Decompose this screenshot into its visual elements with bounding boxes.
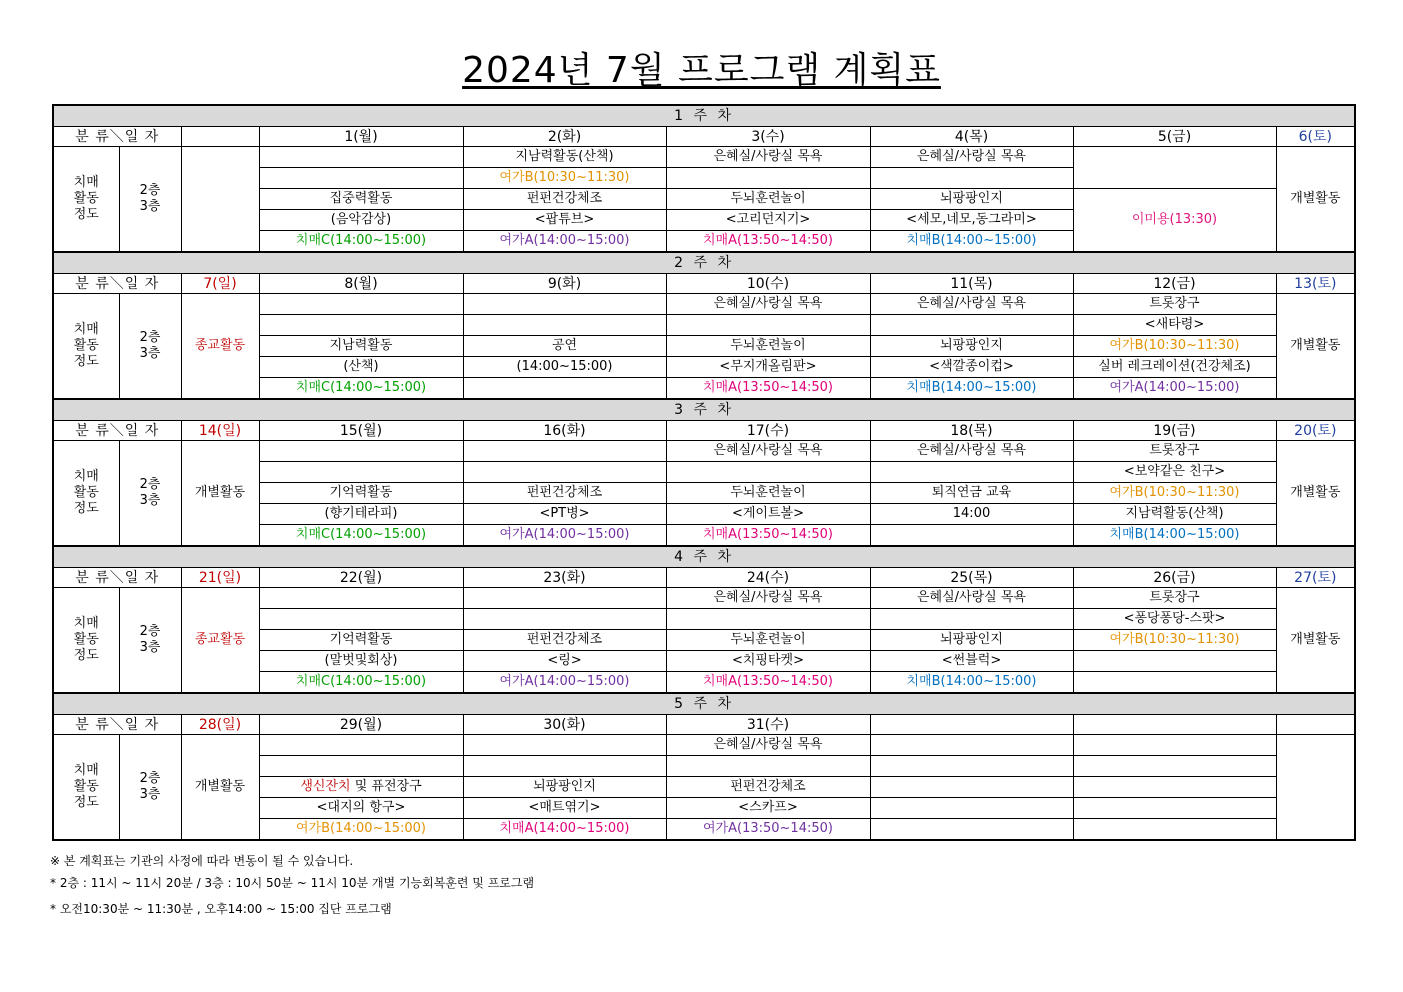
cell [259, 588, 463, 609]
cell: (14:00~15:00) [463, 357, 666, 378]
cell [870, 756, 1073, 777]
cell: 집중력활동 [259, 189, 463, 210]
cell [1073, 672, 1276, 694]
saturday-date: 6(토) [1276, 127, 1355, 147]
sunday-date: 14(일) [181, 421, 259, 441]
cell: <썬블럭> [870, 651, 1073, 672]
schedule-row [53, 294, 1355, 315]
cell: 은혜실/사랑실 목욕 [870, 441, 1073, 462]
date-cell: 2(화) [463, 127, 666, 147]
category-label: 치매 활동 정도 [53, 147, 119, 253]
cell: (말벗및회상) [259, 651, 463, 672]
footnotes [50, 850, 534, 920]
cell: 지남력활동 [259, 336, 463, 357]
cell [259, 462, 463, 483]
cell: 실버 레크레이션(건강체조) [1073, 357, 1276, 378]
week-3-header-row [53, 399, 1355, 421]
cell: <링> [463, 651, 666, 672]
cell: <PT병> [463, 504, 666, 525]
cell: 펀펀건강체조 [463, 189, 666, 210]
cell: <고리던지기> [666, 210, 870, 231]
sunday-activity: 종교활동 [181, 294, 259, 400]
cell: 기억력활동 [259, 483, 463, 504]
cell: 여가B(10:30~11:30) [463, 168, 666, 189]
cell [870, 168, 1073, 189]
cell: <팝튜브> [463, 210, 666, 231]
cell: <대지의 항구> [259, 798, 463, 819]
cell: (향기테라피) [259, 504, 463, 525]
cell: 두뇌훈련놀이 [666, 336, 870, 357]
note-3: * 오전10:30분 ~ 11:30분 , 오후14:00 ~ 15:00 집단 프로그램 [50, 902, 392, 916]
cell [259, 294, 463, 315]
cell: <매트엮기> [463, 798, 666, 819]
cell [1073, 819, 1276, 841]
cell: 은혜실/사랑실 목욕 [666, 441, 870, 462]
saturday-activity: 개별활동 [1276, 294, 1355, 400]
cell [259, 756, 463, 777]
cell: 치매A(14:00~15:00) [463, 819, 666, 841]
cell: <세모,네모,동그라미> [870, 210, 1073, 231]
cell: 트롯장구 [1073, 588, 1276, 609]
cell [870, 525, 1073, 547]
date-cell: 11(목) [870, 274, 1073, 294]
saturday-date: 20(토) [1276, 421, 1355, 441]
cell: 치매C(14:00~15:00) [259, 525, 463, 547]
week-5-header-row [53, 693, 1355, 715]
cell: <스카프> [666, 798, 870, 819]
cell [1073, 798, 1276, 819]
cell: 치매A(13:50~14:50) [666, 525, 870, 547]
cell: 공연 [463, 336, 666, 357]
date-header-row [53, 715, 1355, 735]
cell: <게이트볼> [666, 504, 870, 525]
date-cell: 16(화) [463, 421, 666, 441]
saturday-activity: 개별활동 [1276, 441, 1355, 547]
cell: 트롯장구 [1073, 294, 1276, 315]
friday-activity: 이미용(13:30) [1073, 189, 1276, 253]
cell: 두뇌훈련놀이 [666, 630, 870, 651]
cell: 펀펀건강체조 [666, 777, 870, 798]
cell: 은혜실/사랑실 목욕 [870, 294, 1073, 315]
cell: 기억력활동 [259, 630, 463, 651]
header-label: 분 류＼일 자 [53, 715, 181, 735]
cell: 여가B(10:30~11:30) [1073, 630, 1276, 651]
cell: 퇴직연금 교육 [870, 483, 1073, 504]
header-label: 분 류＼일 자 [53, 127, 181, 147]
schedule-row [53, 588, 1355, 609]
date-cell: 4(목) [870, 127, 1073, 147]
cell: 지남력활동(산책) [1073, 504, 1276, 525]
note-1: ※ 본 계획표는 기관의 사정에 따라 변동이 될 수 있습니다. [50, 854, 354, 868]
cell: (음악감상) [259, 210, 463, 231]
cell [1073, 777, 1276, 798]
date-cell: 18(목) [870, 421, 1073, 441]
sunday-activity: 개별활동 [181, 735, 259, 841]
cell: 여가B(10:30~11:30) [1073, 336, 1276, 357]
cell: 치매C(14:00~15:00) [259, 231, 463, 253]
floor-label: 2층 3층 [119, 588, 181, 694]
date-cell: 3(수) [666, 127, 870, 147]
date-cell: 5(금) [1073, 127, 1276, 147]
cell [870, 462, 1073, 483]
cell [870, 609, 1073, 630]
cell: 은혜실/사랑실 목욕 [666, 147, 870, 168]
date-cell: 12(금) [1073, 274, 1276, 294]
cell: <치핑타켓> [666, 651, 870, 672]
cell [463, 735, 666, 756]
cell [259, 168, 463, 189]
date-cell: 26(금) [1073, 568, 1276, 588]
sunday-date: 21(일) [181, 568, 259, 588]
cell: <보약같은 친구> [1073, 462, 1276, 483]
cell: 두뇌훈련놀이 [666, 483, 870, 504]
cell [463, 441, 666, 462]
cell [259, 441, 463, 462]
cell: 은혜실/사랑실 목욕 [870, 588, 1073, 609]
header-label: 분 류＼일 자 [53, 568, 181, 588]
cell: 치매A(13:50~14:50) [666, 378, 870, 400]
week-title: 3 주 차 [53, 399, 1355, 421]
floor-label: 2층 3층 [119, 147, 181, 253]
cell: 펀펀건강체조 [463, 483, 666, 504]
cell: 뇌팡팡인지 [463, 777, 666, 798]
cell [1073, 147, 1276, 189]
cell: 여가B(14:00~15:00) [259, 819, 463, 841]
cell [463, 588, 666, 609]
cell: 뇌팡팡인지 [870, 336, 1073, 357]
cell [463, 462, 666, 483]
floor-label: 2층 3층 [119, 441, 181, 547]
cell: 14:00 [870, 504, 1073, 525]
floor-label: 2층 3층 [119, 735, 181, 841]
date-cell: 9(화) [463, 274, 666, 294]
date-cell: 19(금) [1073, 421, 1276, 441]
cell: 두뇌훈련놀이 [666, 189, 870, 210]
sunday-date [181, 127, 259, 147]
cell [1073, 735, 1276, 756]
cell: 은혜실/사랑실 목욕 [870, 147, 1073, 168]
cell [666, 609, 870, 630]
cell: <무지개올림판> [666, 357, 870, 378]
date-cell: 8(월) [259, 274, 463, 294]
week-4-header-row [53, 546, 1355, 568]
sunday-cell [181, 147, 259, 253]
week-title: 1 주 차 [53, 105, 1355, 127]
date-header-row [53, 568, 1355, 588]
cell [463, 609, 666, 630]
cell: 치매A(13:50~14:50) [666, 231, 870, 253]
date-cell [1073, 715, 1276, 735]
week-2-header-row [53, 252, 1355, 274]
cell [870, 798, 1073, 819]
cell: 뇌팡팡인지 [870, 630, 1073, 651]
cell: 여가A(14:00~15:00) [463, 231, 666, 253]
saturday-date [1276, 715, 1355, 735]
date-cell [870, 715, 1073, 735]
sunday-activity: 종교활동 [181, 588, 259, 694]
date-cell: 31(수) [666, 715, 870, 735]
cell: <색깔종이컵> [870, 357, 1073, 378]
cell: 지남력활동(산책) [463, 147, 666, 168]
date-cell: 23(화) [463, 568, 666, 588]
cell: 치매C(14:00~15:00) [259, 378, 463, 400]
cell [463, 378, 666, 400]
category-label: 치매 활동 정도 [53, 735, 119, 841]
date-cell: 29(월) [259, 715, 463, 735]
saturday-activity: 개별활동 [1276, 147, 1355, 253]
cell: 치매A(13:50~14:50) [666, 672, 870, 694]
cell: 은혜실/사랑실 목욕 [666, 735, 870, 756]
cell [666, 756, 870, 777]
cell: (산책) [259, 357, 463, 378]
schedule-row [53, 441, 1355, 462]
date-cell: 25(목) [870, 568, 1073, 588]
week-1-header-row [53, 105, 1355, 127]
header-label: 분 류＼일 자 [53, 274, 181, 294]
cell [870, 315, 1073, 336]
date-cell: 10(수) [666, 274, 870, 294]
date-header-row [53, 421, 1355, 441]
category-label: 치매 활동 정도 [53, 588, 119, 694]
cell: 여가A(14:00~15:00) [1073, 378, 1276, 400]
cell [1073, 756, 1276, 777]
cell: 여가B(10:30~11:30) [1073, 483, 1276, 504]
header-label: 분 류＼일 자 [53, 421, 181, 441]
page-title: 2024년 7월 프로그램 계획표 [462, 50, 941, 91]
category-label: 치매 활동 정도 [53, 294, 119, 400]
date-cell: 30(화) [463, 715, 666, 735]
sunday-date: 7(일) [181, 274, 259, 294]
cell [259, 609, 463, 630]
cell: 여가A(14:00~15:00) [463, 672, 666, 694]
cell [463, 315, 666, 336]
schedule-row [53, 735, 1355, 756]
cell [666, 168, 870, 189]
sunday-activity: 개별활동 [181, 441, 259, 547]
cell [463, 294, 666, 315]
cell: 치매B(14:00~15:00) [870, 672, 1073, 694]
week-title: 5 주 차 [53, 693, 1355, 715]
date-cell: 1(월) [259, 127, 463, 147]
date-cell: 15(월) [259, 421, 463, 441]
date-header-row [53, 127, 1355, 147]
cell [666, 462, 870, 483]
cell [259, 315, 463, 336]
cell: 치매C(14:00~15:00) [259, 672, 463, 694]
cell [666, 315, 870, 336]
cell: 뇌팡팡인지 [870, 189, 1073, 210]
cell [259, 735, 463, 756]
cell: 은혜실/사랑실 목욕 [666, 294, 870, 315]
sunday-date: 28(일) [181, 715, 259, 735]
cell: <새타령> [1073, 315, 1276, 336]
week-title: 2 주 차 [53, 252, 1355, 274]
cell: <퐁당퐁당-스팟> [1073, 609, 1276, 630]
cell: 치매B(14:00~15:00) [1073, 525, 1276, 547]
saturday-date: 13(토) [1276, 274, 1355, 294]
program-schedule-table [52, 104, 1356, 841]
cell [870, 819, 1073, 841]
cell: 여가A(14:00~15:00) [463, 525, 666, 547]
cell: 은혜실/사랑실 목욕 [666, 588, 870, 609]
note-2: * 2층 : 11시 ~ 11시 20분 / 3층 : 10시 50분 ~ 11시 10분 개별 기능회복훈련 및 프로그램 [50, 876, 535, 890]
floor-label: 2층 3층 [119, 294, 181, 400]
cell [870, 777, 1073, 798]
date-header-row [53, 274, 1355, 294]
cell: 생신잔치 및 퓨전장구 [259, 777, 463, 798]
date-cell: 22(월) [259, 568, 463, 588]
cell: 치매B(14:00~15:00) [870, 378, 1073, 400]
schedule-row [53, 147, 1355, 168]
cell [259, 147, 463, 168]
cell: 여가A(13:50~14:50) [666, 819, 870, 841]
date-cell: 24(수) [666, 568, 870, 588]
cell: 트롯장구 [1073, 441, 1276, 462]
saturday-activity: 개별활동 [1276, 588, 1355, 694]
saturday-date: 27(토) [1276, 568, 1355, 588]
cell [1073, 651, 1276, 672]
category-label: 치매 활동 정도 [53, 441, 119, 547]
cell: 펀펀건강체조 [463, 630, 666, 651]
cell [463, 756, 666, 777]
week-title: 4 주 차 [53, 546, 1355, 568]
cell [870, 735, 1073, 756]
cell: 치매B(14:00~15:00) [870, 231, 1073, 253]
saturday-cell [1276, 735, 1355, 841]
date-cell: 17(수) [666, 421, 870, 441]
